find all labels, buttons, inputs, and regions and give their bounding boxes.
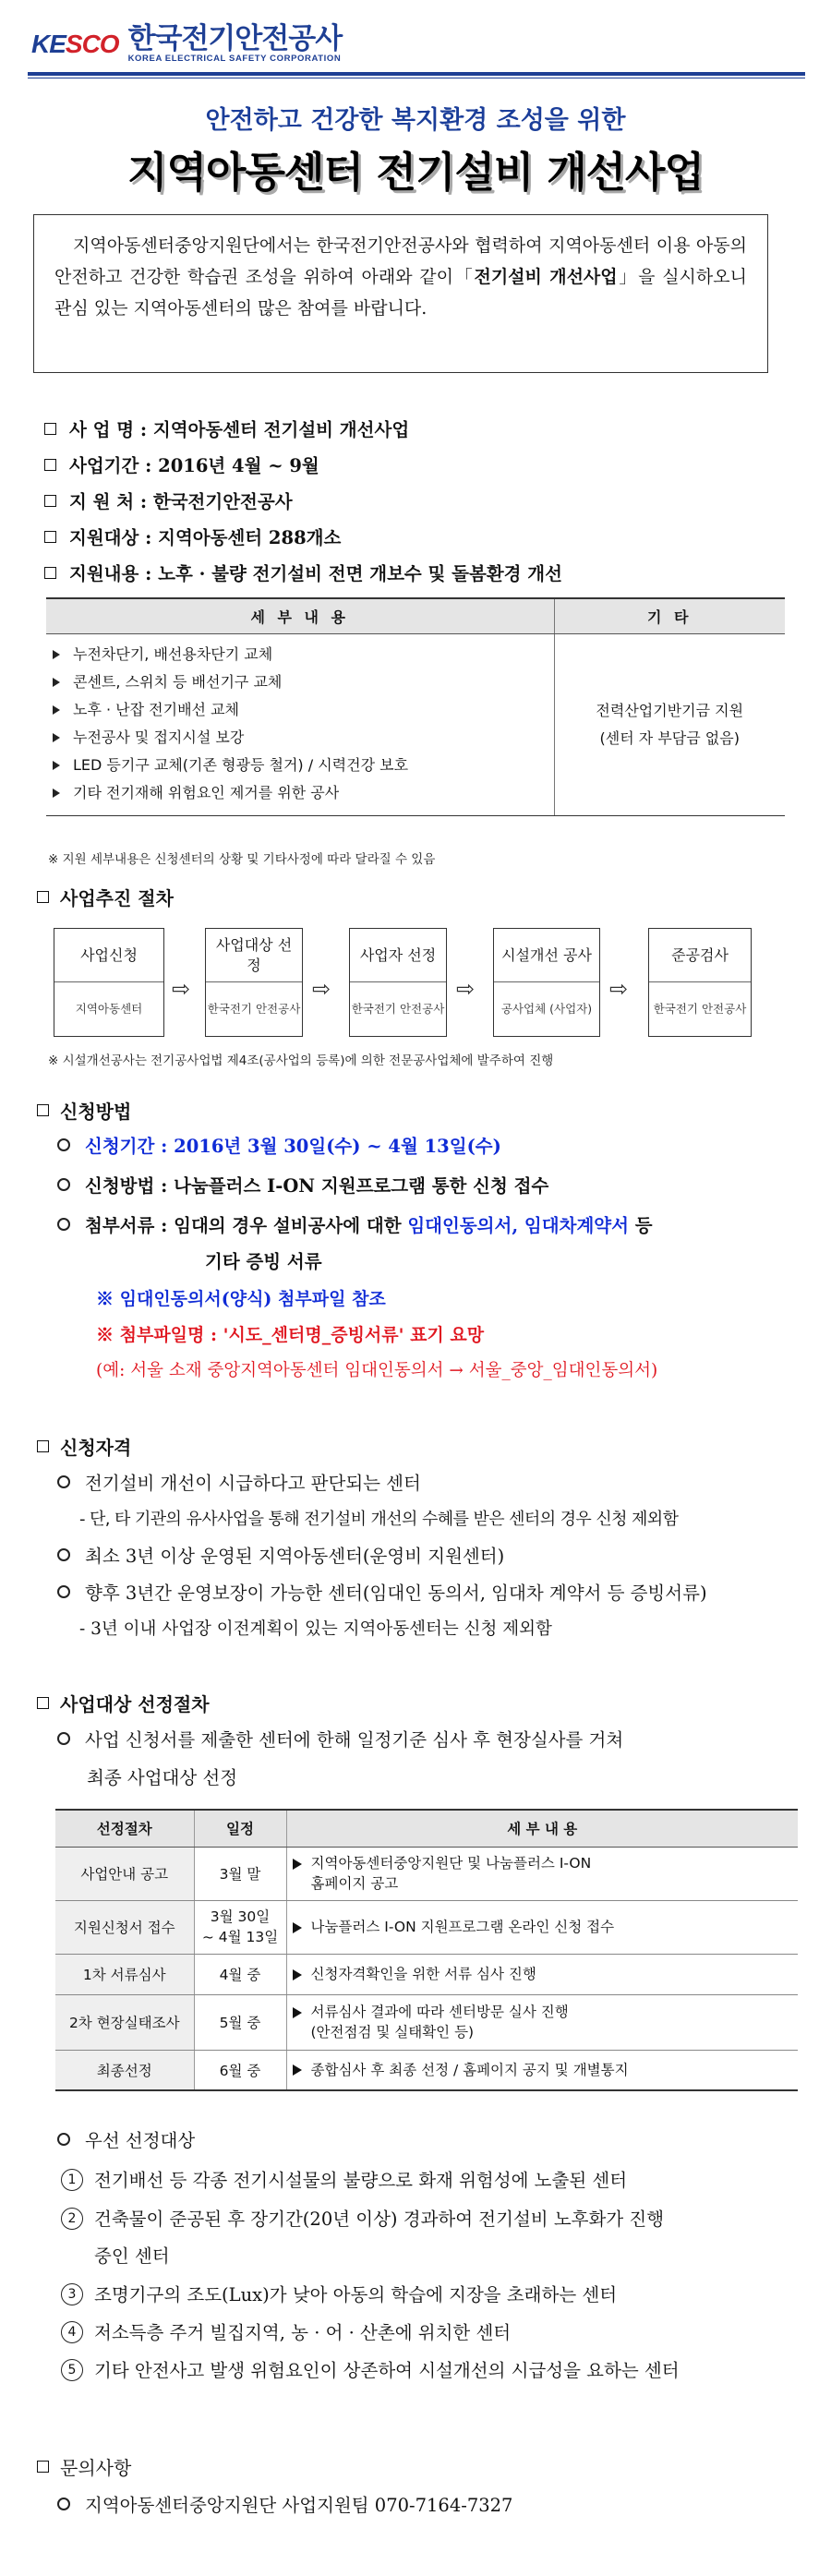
table-row: 2차 현장실태조사 5월 중 서류심사 결과에 따라 센터방문 실사 진행 (안전점검 및 실태확인 등) (55, 1994, 798, 2050)
arrow-right-icon: ⇨ (172, 976, 191, 1002)
contact-info: 지역아동센터중앙지원단 사업지원팀 070-7164-7327 (57, 2491, 512, 2517)
circle-bullet-icon (57, 1218, 70, 1231)
apply-note-filename: ※ 첨부파일명 : '시도_센터명_증빙서류' 표기 요망 (96, 1325, 485, 1345)
circle-bullet-icon (57, 1475, 70, 1488)
priority-item: 1 전기배선 등 각종 전기시설물의 불량으로 화재 위험성에 노출된 센터 (61, 2166, 627, 2192)
table-row: 지원신청서 접수 3월 30일 ~ 4월 13일 나눔플러스 I-ON 지원프로그램 온라인 신청 접수 (55, 1900, 798, 1954)
flow-step: 사업자 선정 한국전기 안전공사 (349, 928, 447, 1037)
support-cell: 전력산업기반기금 지원 (센터 자 부담금 없음) (554, 633, 785, 815)
detail-note: ※ 지원 세부내용은 신청센터의 상황 및 기타사정에 따라 달라질 수 있음 (48, 852, 436, 867)
qualification-item: 향후 3년간 운영보장이 가능한 센터(임대인 동의서, 임대차 계약서 등 증빙서류) (57, 1579, 707, 1605)
triangle-bullet-icon (53, 733, 60, 742)
circle-bullet-icon (57, 1585, 70, 1598)
section-square-icon (37, 1697, 49, 1709)
detail-list (47, 635, 553, 814)
triangle-bullet-icon (53, 788, 60, 798)
triangle-bullet-icon (53, 761, 60, 770)
qualification-item: 최소 3년 이상 운영된 지역아동센터(운영비 지원센터) (57, 1542, 504, 1568)
apply-note-attachment: ※ 임대인동의서(양식) 첨부파일 참조 (96, 1289, 386, 1309)
checkbox-square-icon (44, 567, 56, 579)
circle-bullet-icon (57, 1548, 70, 1561)
selection-desc-line2: 최종 사업대상 선정 (87, 1767, 238, 1788)
apply-period: 신청기간 : 2016년 3월 30일(수) ~ 4월 13일(수) (57, 1132, 501, 1158)
checkbox-square-icon (44, 531, 56, 543)
checkbox-square-icon (44, 459, 56, 471)
flow-step: 사업신청 지역아동센터 (54, 928, 164, 1037)
section-square-icon (37, 1104, 49, 1116)
qualification-exclusion: - 단, 타 기관의 유사사업을 통해 전기설비 개선의 수혜를 받은 센터의 경우 신청 제외함 (79, 1510, 679, 1529)
org-name-en: KOREA ELECTRICAL SAFETY CORPORATION (127, 54, 342, 64)
section-square-icon (37, 1440, 49, 1452)
logo-mark: KESCO (31, 29, 119, 58)
page-subtitle: 안전하고 건강한 복지환경 조성을 위한 (205, 106, 626, 135)
intro-box: 지역아동센터중앙지원단에서는 한국전기안전공사와 협력하여 지역아동센터 이용 아동의 안전하고 건강한 학습권 조성을 위하여 아래와 같이「전기설비 개선사업」을 실시하오니 관심 있는 지역아동센터의 많은 참여를 바랍니다. (33, 214, 768, 373)
list-item: 누전차단기, 배선용차단기 교체 (53, 641, 553, 668)
process-note: ※ 시설개선공사는 전기공사업법 제4조(공사업의 등록)에 의한 전문공사업체에 발주하여 진행 (48, 1053, 554, 1068)
checkbox-square-icon (44, 423, 56, 435)
priority-item: 4 저소득층 주거 빌집지역, 농 · 어 · 산촌에 위치한 센터 (61, 2318, 511, 2344)
section-selection: 사업대상 선정절차 (37, 1690, 210, 1716)
col-header: 선정절차 (55, 1810, 194, 1847)
list-item: LED 등기구 교체(기존 형광등 철거) / 시력건강 보호 (53, 752, 553, 779)
triangle-bullet-icon (53, 678, 60, 687)
triangle-bullet-icon (293, 1969, 302, 1980)
detail-header: 세 부 내 용 (46, 598, 554, 633)
arrow-right-icon: ⇨ (456, 976, 476, 1002)
summary-item: 사업기간 : 2016년 4월 ~ 9월 (44, 451, 319, 477)
apply-docs-line2: 기타 증빙 서류 (205, 1251, 322, 1272)
summary-item: 지 원 처 : 한국전기안전공사 (44, 488, 293, 513)
arrow-right-icon: ⇨ (609, 976, 629, 1002)
col-header: 일정 (194, 1810, 286, 1847)
list-item: 콘센트, 스위치 등 배선기구 교체 (53, 668, 553, 696)
summary-item: 사 업 명 : 지역아동센터 전기설비 개선사업 (44, 415, 409, 441)
circle-bullet-icon (57, 1138, 70, 1151)
section-square-icon (37, 2461, 49, 2473)
triangle-bullet-icon (293, 1859, 302, 1870)
circle-bullet-icon (57, 2498, 70, 2510)
qualification-item: 전기설비 개선이 시급하다고 판단되는 센터 (57, 1469, 421, 1495)
col-header: 세 부 내 용 (286, 1810, 798, 1847)
circle-bullet-icon (57, 1178, 70, 1191)
priority-title: 우선 선정대상 (57, 2126, 195, 2152)
apply-docs: 첨부서류 : 임대의 경우 설비공사에 대한 임대인동의서, 임대차계약서 등 (57, 1211, 653, 1237)
section-process: 사업추진 절차 (37, 884, 174, 910)
section-apply: 신청방법 (37, 1097, 131, 1124)
selection-table (55, 1809, 798, 2091)
summary-item: 지원내용 : 노후 · 불량 전기설비 전면 개보수 및 돌봄환경 개선 (44, 560, 562, 585)
apply-note-example: (예: 서울 소재 중앙지역아동센터 임대인동의서 → 서울_중앙_임대인동의서) (96, 1361, 658, 1380)
section-qualification: 신청자격 (37, 1433, 131, 1460)
header (0, 0, 831, 85)
checkbox-square-icon (44, 495, 56, 507)
header-rule (28, 72, 805, 76)
list-item: 노후 · 난잡 전기배선 교체 (53, 696, 553, 724)
kesco-logo (31, 24, 342, 64)
org-name-ko: 한국전기안전공사 (127, 22, 343, 55)
section-contact: 문의사항 (37, 2453, 131, 2480)
table-row: 최종선정 6월 중 종합심사 후 최종 선정 / 홈페이지 공지 및 개별통지 (55, 2050, 798, 2090)
triangle-bullet-icon (53, 650, 60, 659)
table-row: 사업안내 공고 3월 말 지역아동센터중앙지원단 및 나눔플러스 I-ON 홈페이지 공고 (55, 1847, 798, 1900)
section-square-icon (37, 891, 49, 903)
priority-item-cont: 중인 센터 (94, 2245, 170, 2267)
etc-header: 기 타 (554, 598, 785, 633)
triangle-bullet-icon (293, 2007, 302, 2018)
selection-desc: 사업 신청서를 제출한 센터에 한해 일정기준 심사 후 현장실사를 거쳐 (57, 1726, 623, 1751)
triangle-bullet-icon (53, 705, 60, 715)
priority-item: 3 조명기구의 조도(Lux)가 낮아 아동의 학습에 지장을 초래하는 센터 (61, 2281, 617, 2306)
circle-bullet-icon (57, 2133, 70, 2146)
list-item: 누전공사 및 접지시설 보강 (53, 724, 553, 752)
qualification-exclusion: - 3년 이내 사업장 이전계획이 있는 지역아동센터는 신청 제외함 (79, 1619, 552, 1639)
flow-step: 사업대상 선정 한국전기 안전공사 (205, 928, 303, 1037)
circle-bullet-icon (57, 1732, 70, 1745)
page-title: 지역아동센터 전기설비 개선사업 (127, 148, 704, 197)
apply-method: 신청방법 : 나눔플러스 I-ON 지원프로그램 통한 신청 접수 (57, 1172, 548, 1198)
list-item: 기타 전기재해 위험요인 제거를 위한 공사 (53, 779, 553, 807)
priority-item: 2 건축물이 준공된 후 장기간(20년 이상) 경과하여 전기설비 노후화가 진행 (61, 2205, 664, 2231)
priority-item: 5 기타 안전사고 발생 위험요인이 상존하여 시설개선의 시급성을 요하는 센터 (61, 2356, 680, 2382)
flow-step: 시설개선 공사 공사업체 (사업자) (493, 928, 600, 1037)
flow-step: 준공검사 한국전기 안전공사 (648, 928, 752, 1037)
arrow-right-icon: ⇨ (312, 976, 331, 1002)
triangle-bullet-icon (293, 2064, 302, 2076)
summary-item: 지원대상 : 지역아동센터 288개소 (44, 524, 341, 549)
triangle-bullet-icon (293, 1922, 302, 1933)
detail-table (46, 597, 785, 816)
table-row: 1차 서류심사 4월 중 신청자격확인을 위한 서류 심사 진행 (55, 1954, 798, 1994)
